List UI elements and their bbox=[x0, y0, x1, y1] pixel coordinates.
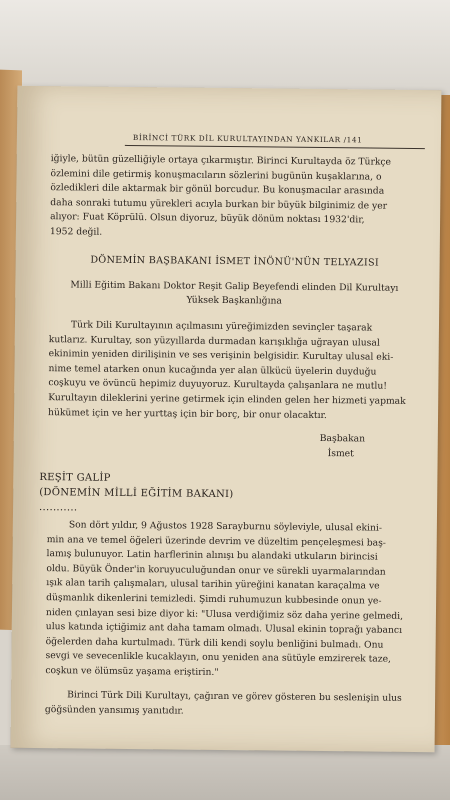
text-line: ulus katında içtiğimiz ant daha tamam olmadı. Ulusal ekinin toprağı yabancı bbox=[45, 621, 403, 637]
background-bottom bbox=[0, 745, 450, 800]
text-line: min ana ve temel öğeleri üzerinde devrim ve düzeltim pençeleşmesi baş- bbox=[46, 533, 387, 549]
text-line: ekinimin yeniden dirilişinin ve ses verişinin belgisidir. Kurultay ulusal eki- bbox=[48, 348, 394, 363]
text-line: hükümet için ve her yurttaş için bir borç, bir onur olacaktır. bbox=[48, 406, 327, 421]
separator-dots: ........... bbox=[39, 502, 78, 514]
telegram-body bbox=[48, 318, 417, 424]
telegram-title: DÖNEMİN BAŞBAKANI İSMET İNÖNÜ'NÜN TELYAZISI bbox=[90, 254, 379, 269]
text-line: sevgi ve sevecenlikle kucaklayın, onu yeniden ana sütüyle emzirerek taze, bbox=[45, 650, 392, 666]
text-line: Yüksek Başkanlığına bbox=[186, 294, 282, 307]
text-line: 1952 değil. bbox=[49, 226, 103, 238]
text-line: alıyor: Fuat Köprülü. Olsun diyoruz, büyük dönüm noktası 1932'dir, bbox=[50, 211, 365, 226]
text-line: özlemini dile getirmiş konuşmacıların sözlerini bugünün kuşaklarına, o bbox=[50, 167, 382, 183]
text-line: oldu. Büyük Önder'in koruyuculuğundan onur ve sürekli uyarmalarından bbox=[46, 562, 386, 578]
text-line: düşmanlık dikenlerini temizledi. Şimdi ruhumuzun kubbesinde onun ye- bbox=[46, 592, 382, 607]
closing-paragraph bbox=[45, 688, 413, 721]
running-header: BİRİNCİ TÜRK DİL KURULTAYINDAN YANKILAR /141 bbox=[132, 133, 363, 145]
intro-paragraph bbox=[50, 152, 419, 243]
text-line: daha sonraki tutumu yürekleri acıyla burkan bir büyük bilginimiz de yer bbox=[50, 196, 388, 212]
text-line: Milli Eğitim Bakanı Doktor Reşit Galip Beyefendi elinden Dil Kurultayı bbox=[70, 279, 399, 294]
text-line: Türk Dili Kurultayının açılmasını yüreğimizden sevinçler taşarak bbox=[70, 319, 373, 334]
speech-paragraph bbox=[45, 518, 415, 682]
text-line: kutlarız. Kurultay, son yüzyıllarda durmadan karışıklığa uğrayan ulusal bbox=[48, 333, 380, 349]
signature-title: Başbakan bbox=[319, 432, 366, 445]
text-line: ışık alan tarih çalışmaları, ulusal tarihin yüreğini kanatan karaçalma ve bbox=[46, 577, 380, 592]
text-line: öğelerden daha kurtulmadı. Türk dili kendi soylu benliğini bulmadı. Onu bbox=[45, 635, 384, 651]
speaker-role: (DÖNEMİN MİLLİ EĞİTİM BAKANI) bbox=[39, 487, 234, 501]
background-top bbox=[0, 0, 450, 90]
text-line: göğsünden yansımış yanıtıdır. bbox=[44, 703, 184, 717]
text-line: iğiyle, bütün güzelliğiyle ortaya çıkarmıştır. Birinci Kurultayda öz Türkçe bbox=[50, 153, 392, 168]
telegram-signature bbox=[320, 431, 410, 462]
text-line: Kurultayın dileklerini yerine getirmek için elinden gelen her hizmeti yapmak bbox=[48, 392, 406, 407]
text-line: niden çınlayan sesi bize diyor ki: "Ulusa verdiğimiz söz daha yerine gelmedi, bbox=[45, 606, 404, 622]
text-line: nime temel atarken onun kucağında yer alan ülkücü üyelerin duyduğu bbox=[48, 362, 377, 378]
signature-name: İsmet bbox=[327, 448, 354, 460]
text-line: Birinci Türk Dili Kurultayı, çağıran ve görev gösteren bu seslenişin ulus bbox=[67, 689, 402, 704]
text-line: özledikleri dile aktarmak bir gönül borcudur. Bu konuşmacılar arasında bbox=[50, 182, 385, 197]
book-page bbox=[11, 86, 442, 752]
text-line: lamış bulunuyor. Latin harflerinin alınışı bu alandaki utkuların birincisi bbox=[46, 548, 378, 563]
header-rule bbox=[125, 145, 425, 149]
telegram-addressee bbox=[49, 278, 419, 310]
section-heading bbox=[39, 470, 339, 518]
text-line: coşkuyu ve övüncü hepimiz duyuyoruz. Kurultayda çalışanlara ne mutlu! bbox=[48, 377, 388, 393]
speaker-name: REŞİT GALİP bbox=[39, 472, 111, 484]
text-line: coşkun ve ölümsüz yaşama eriştirin." bbox=[45, 665, 219, 678]
text-line: Son dört yıldır, 9 Ağustos 1928 Sarayburnu söyleviyle, ulusal ekini- bbox=[68, 519, 383, 534]
